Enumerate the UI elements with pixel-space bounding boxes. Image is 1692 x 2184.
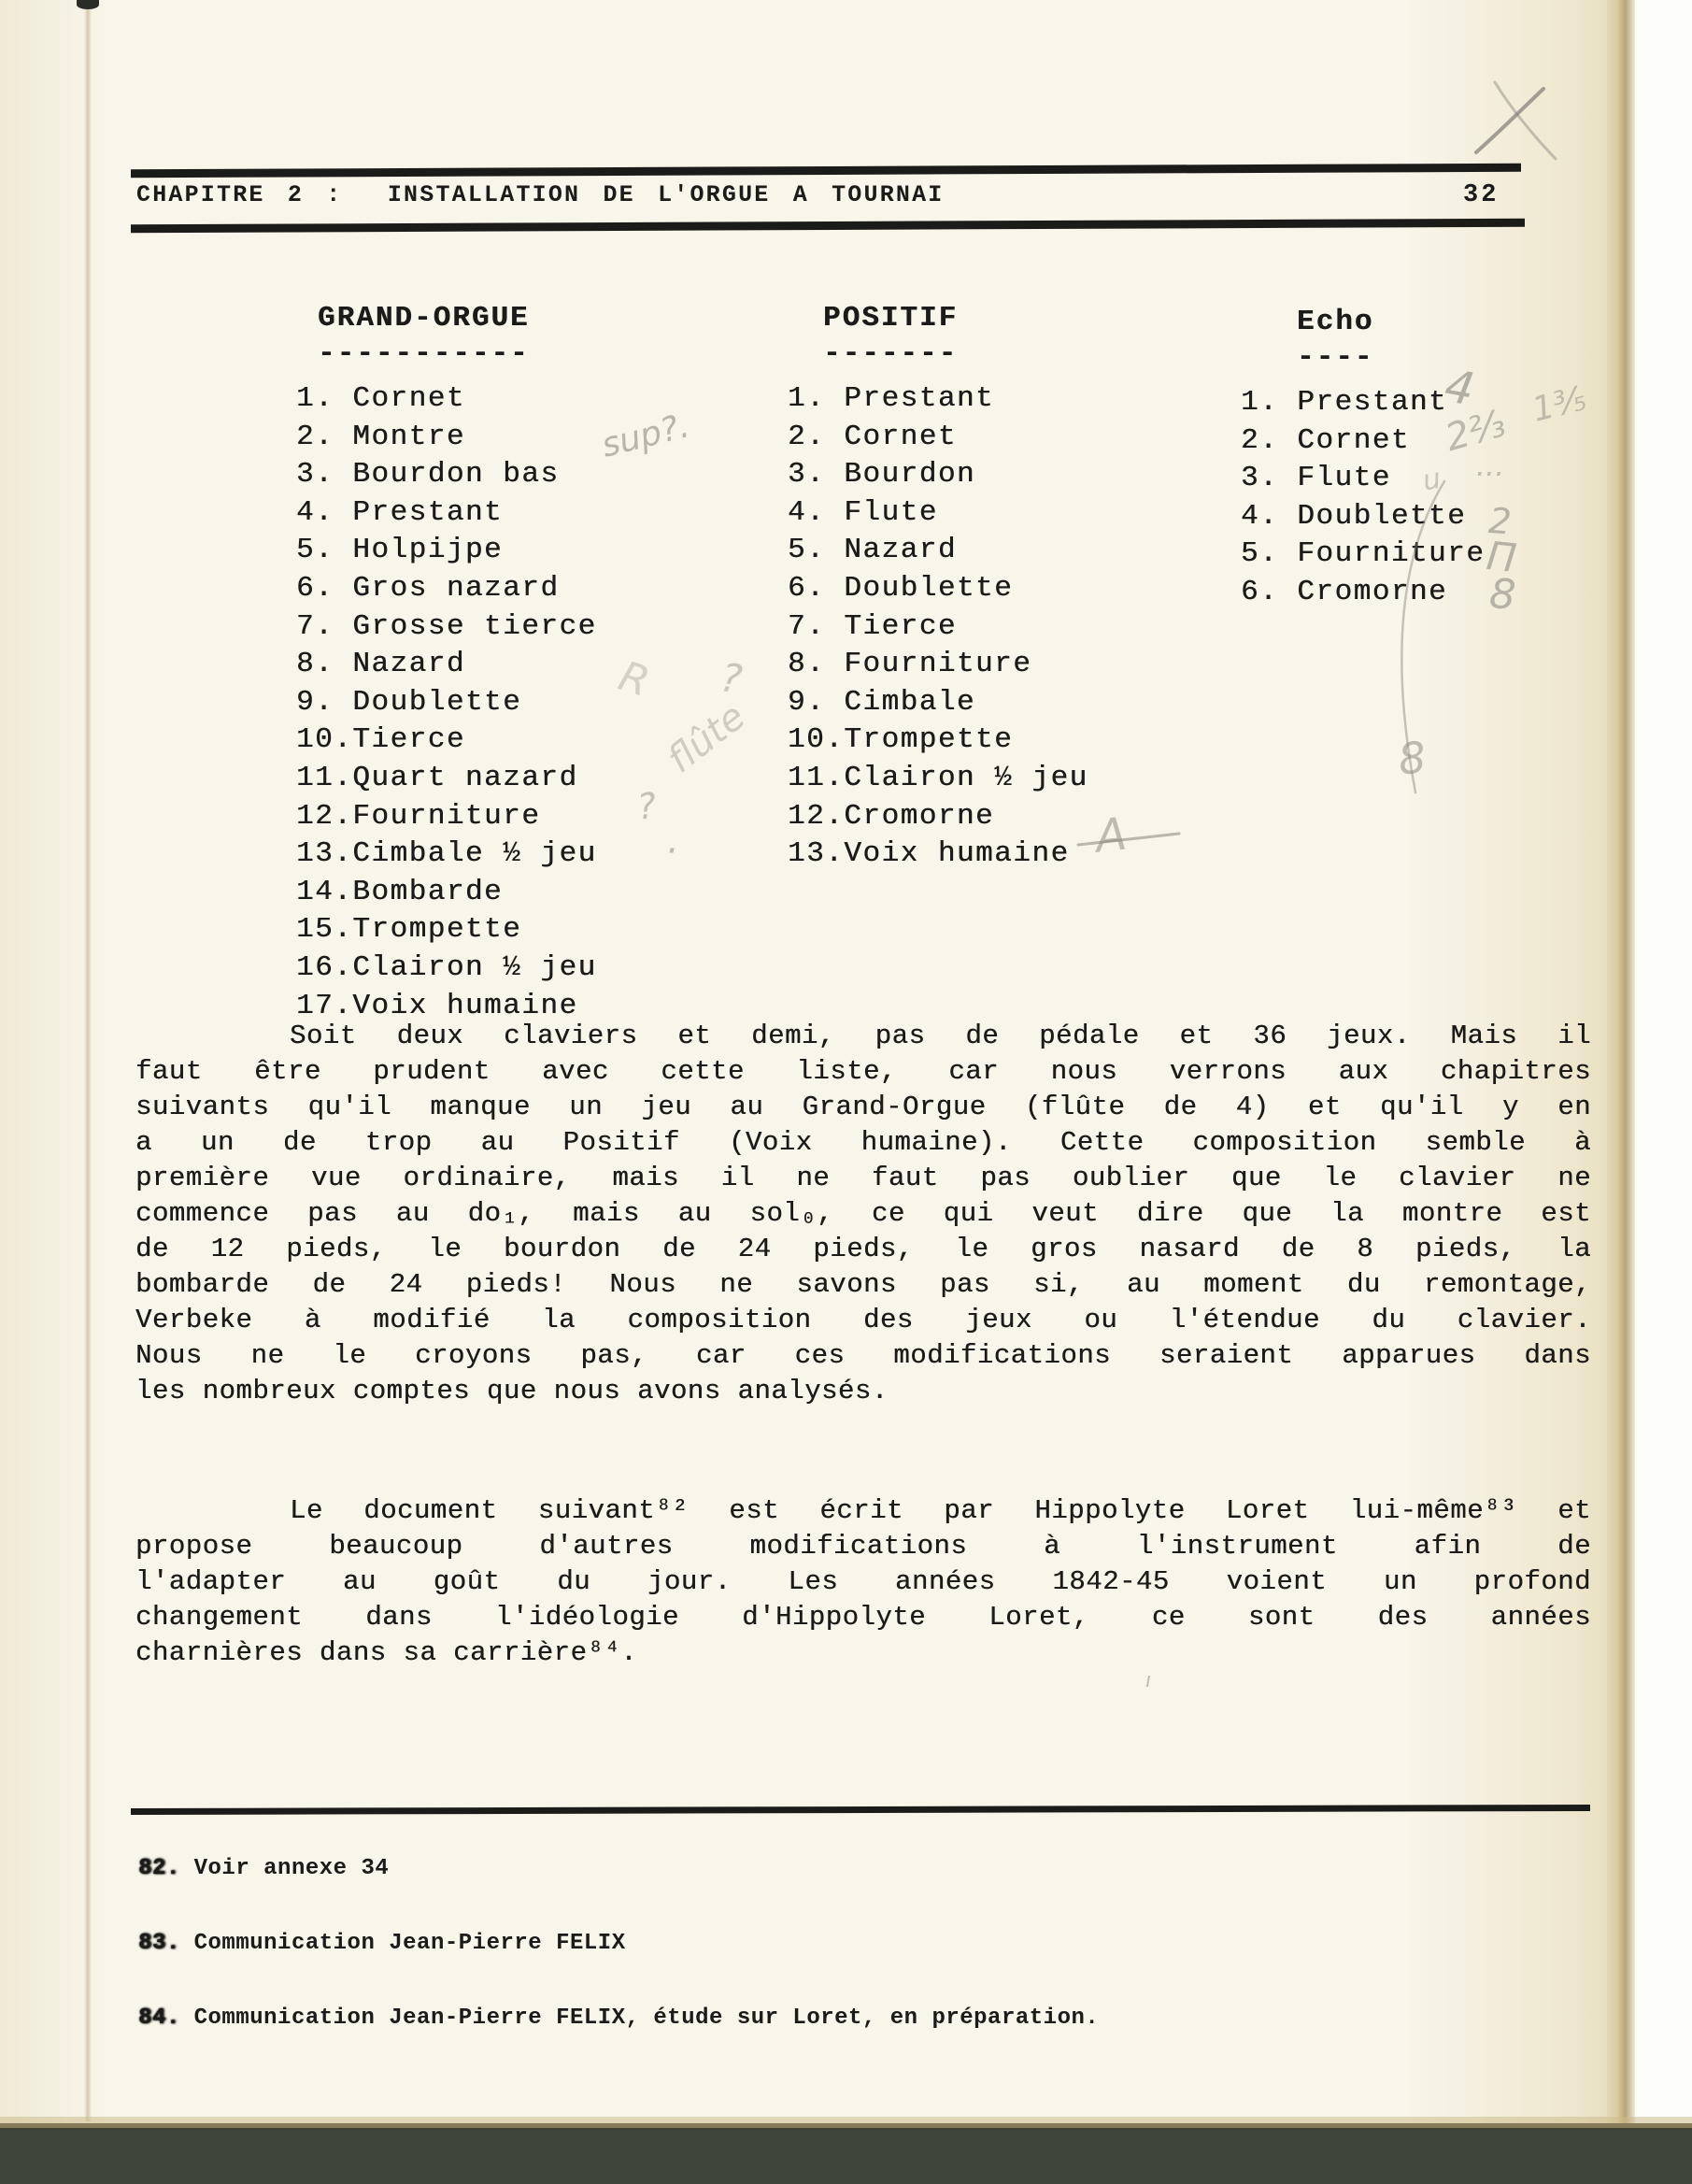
stop-item: 9. Doublette: [296, 685, 522, 719]
stop-item: 3. Bourdon: [788, 458, 976, 492]
body-paragraph: [135, 1493, 1591, 1671]
stoplist-underline: -------: [823, 337, 959, 370]
pencil-annotation-echo-cornet-value-b: 1⅗: [1528, 379, 1590, 430]
stop-item: 12.Cromorne: [788, 799, 995, 833]
pencil-annotation-go-cimbale-dot: ·: [665, 830, 677, 873]
stop-item: 3. Flute: [1241, 462, 1391, 495]
stoplist-underline: ----: [1297, 341, 1374, 374]
stoplist-title: Echo: [1297, 306, 1374, 338]
stop-item: 8. Nazard: [296, 648, 465, 681]
stop-item: 6. Doublette: [788, 571, 1014, 605]
stop-item: 2. Montre: [296, 420, 465, 453]
stop-item: 2. Cornet: [1241, 423, 1410, 457]
footnote-number: 82.: [138, 1856, 180, 1881]
body-line: première vue ordinaire, mais il ne faut pas oublier que le clavier ne: [135, 1163, 1591, 1193]
footnote: [138, 2005, 1099, 2033]
pencil-annotation-echo-fourniture-value: Π: [1484, 533, 1519, 582]
voix-humaine-strike: [1078, 834, 1179, 845]
body-line: de 12 pieds, le bourdon de 24 pieds, le gros nasard de 8 pieds, la: [135, 1234, 1591, 1264]
stop-item: 6. Gros nazard: [296, 571, 560, 605]
scanner-bed-shadow: [0, 2123, 1692, 2184]
stop-item: 17.Voix humaine: [296, 989, 578, 1022]
stop-item: 5. Nazard: [788, 534, 957, 567]
stop-item: 15.Trompette: [296, 913, 522, 947]
body-line: l'adapter au goût du jour. Les années 1842-45 voient un profond: [135, 1566, 1591, 1597]
pencil-annotation-go-cimbale-question: ?: [635, 784, 659, 828]
x-mark-stroke: [1495, 82, 1556, 159]
stop-item: 2. Cornet: [788, 420, 957, 453]
stop-item: 4. Flute: [788, 495, 938, 529]
pencil-annotation-go-doublette-scribble: R: [613, 652, 656, 707]
scan-artifact-mark: [77, 0, 99, 9]
stoplist-items: [296, 380, 597, 1025]
stop-item: 10.Trompette: [788, 723, 1014, 757]
body-line: Nous ne le croyons pas, car ces modifications seraient apparues dans: [135, 1340, 1591, 1371]
stop-item: 13.Voix humaine: [788, 837, 1070, 871]
stop-item: 1. Cornet: [296, 382, 465, 415]
body-line: Soit deux claviers et demi, pas de pédale et 36 jeux. Mais il: [290, 1021, 1591, 1051]
footnote-number: 84.: [138, 2006, 180, 2031]
stop-item: 12.Fourniture: [296, 799, 541, 833]
stoplist-grand-orgue: [296, 302, 597, 1025]
body-line: Verbeke à modifié la composition des jeux ou l'étendue du clavier.: [135, 1305, 1591, 1335]
stoplist-underline: -----------: [318, 337, 530, 370]
header-rule-bottom: [131, 219, 1525, 234]
stop-item: 11.Clairon ½ jeu: [788, 761, 1088, 794]
stoplist-title: GRAND-ORGUE: [318, 302, 530, 335]
body-line: suivants qu'il manque un jeu au Grand-Orgue (flûte de 4) et qu'il y en: [135, 1092, 1591, 1122]
footnote-text: Voir annexe 34: [179, 1856, 390, 1881]
header-rule-top: [131, 164, 1521, 178]
footnote: [138, 1930, 1099, 1958]
pencil-annotation-positif-voix-mark: A: [1093, 807, 1130, 864]
stop-item: 1. Prestant: [1241, 386, 1448, 419]
pencil-annotation-go-fourniture-scrawl: flûte: [660, 694, 754, 782]
pencil-annotation-echo-flute-dots: ···: [1474, 456, 1503, 492]
x-mark-stroke: [1476, 89, 1543, 152]
pencil-annotation-echo-prestant-value: 4: [1441, 360, 1479, 417]
pencil-annotation-echo-cornet-value-a: 2⅔: [1441, 402, 1511, 461]
stoplist-items: [1241, 384, 1485, 612]
pencil-annotation-echo-flute-mark: u: [1420, 462, 1443, 498]
body-line: a un de trop au Positif (Voix humaine). Cette composition semble à: [135, 1127, 1591, 1158]
book-page-edge: [1607, 0, 1635, 2127]
footnotes: [138, 1855, 1099, 2079]
stoplist-positif: [788, 302, 1088, 874]
stoplist-title: POSITIF: [823, 302, 959, 335]
body-line: faut être prudent avec cette liste, car nous verrons aux chapitres: [135, 1056, 1591, 1087]
body-text: [135, 1019, 1591, 1755]
stop-item: 13.Cimbale ½ jeu: [296, 837, 597, 871]
body-line: propose beaucoup d'autres modifications à l'instrument afin de: [135, 1531, 1591, 1562]
pencil-annotation-echo-cromorne-value: 8: [1487, 570, 1517, 620]
footnote-number: 83.: [138, 1931, 180, 1956]
pencil-annotation-echo-doublette-value: 2: [1486, 500, 1514, 543]
stop-item: 6. Cromorne: [1241, 575, 1448, 608]
page-number: 32: [1463, 181, 1500, 209]
body-line: les nombreux comptes que nous avons analysés.: [135, 1376, 889, 1406]
body-line: charnières dans sa carrière⁸⁴.: [135, 1637, 638, 1668]
page-crease: [84, 0, 92, 2121]
stop-item: 7. Tierce: [788, 609, 957, 643]
stop-item: 9. Cimbale: [788, 685, 976, 719]
pencil-annotation-go-doublette-question: ?: [718, 654, 746, 703]
stop-item: 11.Quart nazard: [296, 761, 578, 794]
footnote-text: Communication Jean-Pierre FELIX, étude sur Loret, en préparation.: [179, 2006, 1100, 2031]
stop-item: 3. Bourdon bas: [296, 458, 560, 492]
body-line: changement dans l'idéologie d'Hippolyte Loret, ce sont des années: [135, 1602, 1591, 1633]
chapter-header-title: CHAPITRE 2 : INSTALLATION DE L'ORGUE A TOURNAI: [136, 181, 945, 208]
stop-item: 4. Doublette: [1241, 499, 1467, 533]
stop-item: 16.Clairon ½ jeu: [296, 950, 597, 984]
body-line: commence pas au do₁, mais au sol₀, ce qui veut dire que la montre est: [135, 1198, 1591, 1229]
pencil-annotation-stray-tick: ı: [1145, 1669, 1152, 1692]
pencil-annotation-sup-question: sup?.: [598, 407, 694, 465]
body-paragraph: [135, 1019, 1591, 1409]
stop-item: 14.Bombarde: [296, 875, 504, 908]
footnote-text: Communication Jean-Pierre FELIX: [179, 1931, 626, 1956]
stop-item: 10.Tierce: [296, 723, 465, 757]
stop-item: 1. Prestant: [788, 382, 995, 415]
body-line: bombarde de 24 pieds! Nous ne savons pas si, au moment du remontage,: [135, 1269, 1591, 1300]
stop-item: 5. Fourniture: [1241, 537, 1486, 571]
footnote: [138, 1855, 1099, 1883]
body-line: Le document suivant⁸² est écrit par Hippolyte Loret lui-même⁸³ et: [290, 1495, 1591, 1526]
pencil-annotation-echo-lower-value: 8: [1396, 731, 1429, 785]
stoplist-items: [788, 380, 1088, 874]
footnote-separator-rule: [131, 1805, 1590, 1815]
scanner-background: [1635, 0, 1692, 2179]
stop-item: 5. Holpijpe: [296, 534, 504, 567]
stop-item: 8. Fourniture: [788, 648, 1032, 681]
stop-item: 7. Grosse tierce: [296, 609, 597, 643]
stoplist-echo: [1241, 306, 1485, 612]
stop-item: 4. Prestant: [296, 495, 504, 529]
